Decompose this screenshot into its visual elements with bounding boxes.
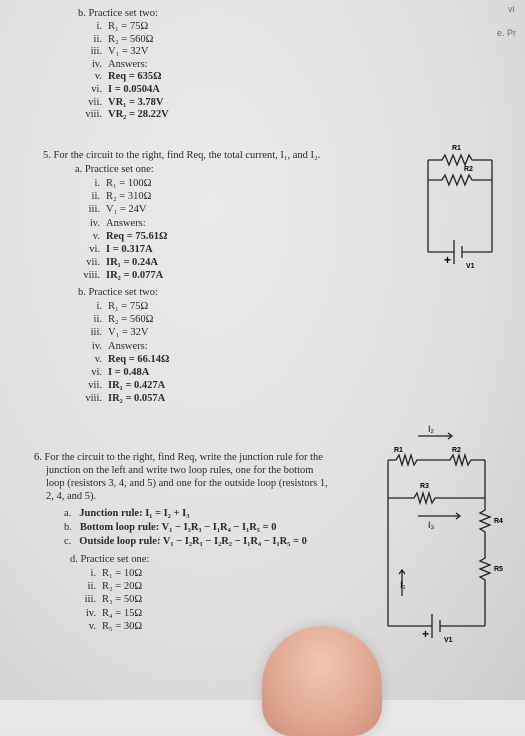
list-item-text: V₁ = 32V — [108, 46, 149, 58]
list-item-text: VR₂ = 28.22V — [108, 109, 169, 121]
rule-number: a. — [64, 508, 72, 519]
list-item — [74, 594, 142, 606]
list-item-text: R₁ = 75Ω — [108, 301, 149, 312]
list-item — [80, 46, 149, 58]
list-item — [78, 204, 147, 216]
list-item — [80, 34, 153, 46]
list-item-text: IR₂ = 0.057A — [108, 393, 166, 405]
rule-text: Bottom loop rule: V₁ − I₃R₃ − I₁R₄ − I₁R₅ = 0 — [79, 522, 277, 533]
r1-resistor-icon — [428, 155, 492, 165]
list-item-number: vii. — [88, 96, 102, 108]
list-item-text: IR₂ = 0.077A — [106, 270, 164, 282]
list-item — [78, 244, 153, 256]
list-item-number: ii. — [93, 33, 102, 45]
r4-label: R4 — [494, 518, 503, 525]
list-item-number: ii. — [93, 314, 102, 326]
list-item-text: R₂ = 560Ω — [108, 33, 154, 45]
thumb-photo-artifact — [262, 626, 382, 736]
r3-label: R3 — [420, 483, 429, 490]
list-item-number: iv. — [91, 340, 102, 352]
list-item-text: Answers: — [108, 58, 148, 70]
v1-label: V1 — [466, 263, 475, 270]
list-item-number: iii. — [90, 46, 102, 58]
list-item-text: Req = 66.14Ω — [108, 353, 170, 365]
list-item-text: I = 0.317A — [106, 244, 153, 255]
list-item-text: IR₁ = 0.24A — [106, 257, 159, 269]
circuit-diagram-5 — [420, 140, 500, 270]
list-item-number: v. — [94, 353, 102, 365]
list-item — [78, 257, 158, 269]
list-item-text: R₁ = 75Ω — [108, 21, 149, 32]
prompt-line: 2, 4, and 5). — [46, 491, 97, 502]
list-item-text: R₃ = 50Ω — [102, 594, 143, 606]
list-item-number: iv. — [85, 607, 96, 619]
rule-line — [64, 508, 189, 520]
list-item — [80, 109, 169, 121]
list-item-number: vii. — [88, 380, 102, 392]
i3-label: I₃ — [428, 520, 435, 530]
rule-line — [64, 522, 276, 534]
list-item-number: v. — [88, 620, 96, 632]
list-item-text: R₂ = 310Ω — [106, 191, 152, 203]
list-item-number: i. — [96, 301, 102, 312]
list-item-text: R₂ = 20Ω — [102, 581, 143, 593]
list-item — [80, 84, 160, 96]
list-item-number: v. — [94, 71, 102, 83]
list-item — [78, 231, 167, 243]
r5-label: R5 — [494, 566, 503, 573]
list-item-text: V₁ = 24V — [106, 204, 147, 216]
list-item-number: i. — [94, 178, 100, 189]
list-item — [78, 218, 146, 230]
list-item-number: viii. — [85, 393, 102, 405]
list-item — [80, 71, 161, 83]
practice-set-a-heading: a. Practice set one: — [75, 164, 154, 175]
plus-sign: + — [444, 253, 452, 267]
list-item-text: V₁ = 32V — [108, 327, 149, 339]
v1-label: V1 — [444, 637, 453, 644]
list-item — [80, 341, 148, 353]
corner-text-e: e. Pr — [497, 28, 517, 38]
list-item — [80, 367, 149, 379]
r2-label: R2 — [452, 447, 461, 454]
section-heading: b. Practice set two: — [78, 8, 158, 19]
list-item-text: R₂ = 560Ω — [108, 314, 154, 326]
list-item-text: I = 0.0504A — [108, 84, 160, 95]
list-item — [80, 354, 169, 366]
list-item — [74, 581, 142, 593]
prompt-line: 6. For the circuit to the right, find Req, write the junction rule for the — [34, 452, 323, 463]
list-item-text: R₁ = 100Ω — [106, 178, 152, 189]
list-item-number: iii. — [88, 204, 100, 216]
r2-label: R2 — [464, 166, 473, 173]
rule-text: Outside loop rule: V₁ − I₂R₁ − I₂R₂ − I₁R₄ − I₁R₅ = 0 — [79, 536, 307, 547]
i2-label: I₂ — [428, 424, 434, 434]
corner-text-top: vi — [508, 4, 515, 14]
list-item — [80, 97, 164, 109]
list-item-number: ii. — [87, 581, 96, 593]
list-item-text: R₅ = 30Ω — [102, 620, 143, 632]
list-item — [80, 380, 165, 392]
rule-number: c. — [64, 536, 72, 547]
list-item — [74, 608, 142, 620]
circuit-diagram-6 — [370, 418, 515, 648]
r2-resistor-icon — [428, 175, 492, 185]
practice-set-b-heading: b. Practice set two: — [78, 287, 158, 298]
list-item-number: iii. — [90, 327, 102, 339]
problem-5-prompt: 5. For the circuit to the right, find Req, the total current, I₁, and I₂. — [43, 150, 321, 161]
list-item-number: ii. — [91, 191, 100, 203]
list-item-text: R₁ = 10Ω — [102, 568, 143, 579]
list-item-number: vi. — [91, 367, 102, 378]
list-item-number: vi. — [89, 244, 100, 255]
i1-label: I₁ — [400, 580, 406, 590]
list-item-text: Answers: — [106, 217, 146, 229]
list-item-text: IR₁ = 0.427A — [108, 380, 166, 392]
rule-text: Junction rule: I₁ = I₂ + I₃ — [79, 508, 190, 519]
list-item-number: iii. — [84, 594, 96, 606]
rule-line — [64, 536, 307, 548]
list-item-number: viii. — [85, 109, 102, 121]
list-item — [74, 621, 142, 633]
list-item-number: i. — [96, 21, 102, 32]
r1-label: R1 — [394, 447, 403, 454]
list-item-number: iv. — [89, 217, 100, 229]
list-item-text: VR₁ = 3.78V — [108, 96, 164, 108]
plus-sign: + — [422, 627, 430, 641]
r1-label: R1 — [452, 145, 461, 152]
list-item-number: vii. — [86, 257, 100, 269]
list-item-text: Answers: — [108, 340, 148, 352]
prompt-line: junction on the left and write two loop rules, one for the bottom — [46, 465, 314, 476]
list-item-text: Req = 635Ω — [108, 71, 162, 83]
list-item — [80, 59, 148, 71]
list-item-text: Req = 75.61Ω — [106, 230, 168, 242]
list-item — [78, 191, 151, 203]
list-item-number: vi. — [91, 84, 102, 95]
list-item-number: viii. — [83, 270, 100, 282]
list-item — [80, 314, 153, 326]
prompt-line: loop (resistors 3, 4, and 5) and one for the outside loop (resistors 1, — [46, 478, 328, 489]
list-item — [80, 393, 165, 405]
list-item — [78, 178, 151, 190]
list-item-number: v. — [92, 230, 100, 242]
list-item — [74, 568, 142, 580]
list-item — [80, 21, 148, 33]
list-item — [80, 327, 149, 339]
list-item-number: i. — [90, 568, 96, 579]
practice-set-d-heading: d. Practice set one: — [70, 554, 150, 565]
list-item-number: iv. — [91, 58, 102, 70]
list-item-text: I = 0.48A — [108, 367, 150, 378]
list-item — [78, 270, 163, 282]
list-item-text: R₄ = 15Ω — [102, 607, 143, 619]
list-item — [80, 301, 148, 313]
rule-number: b. — [64, 522, 72, 533]
